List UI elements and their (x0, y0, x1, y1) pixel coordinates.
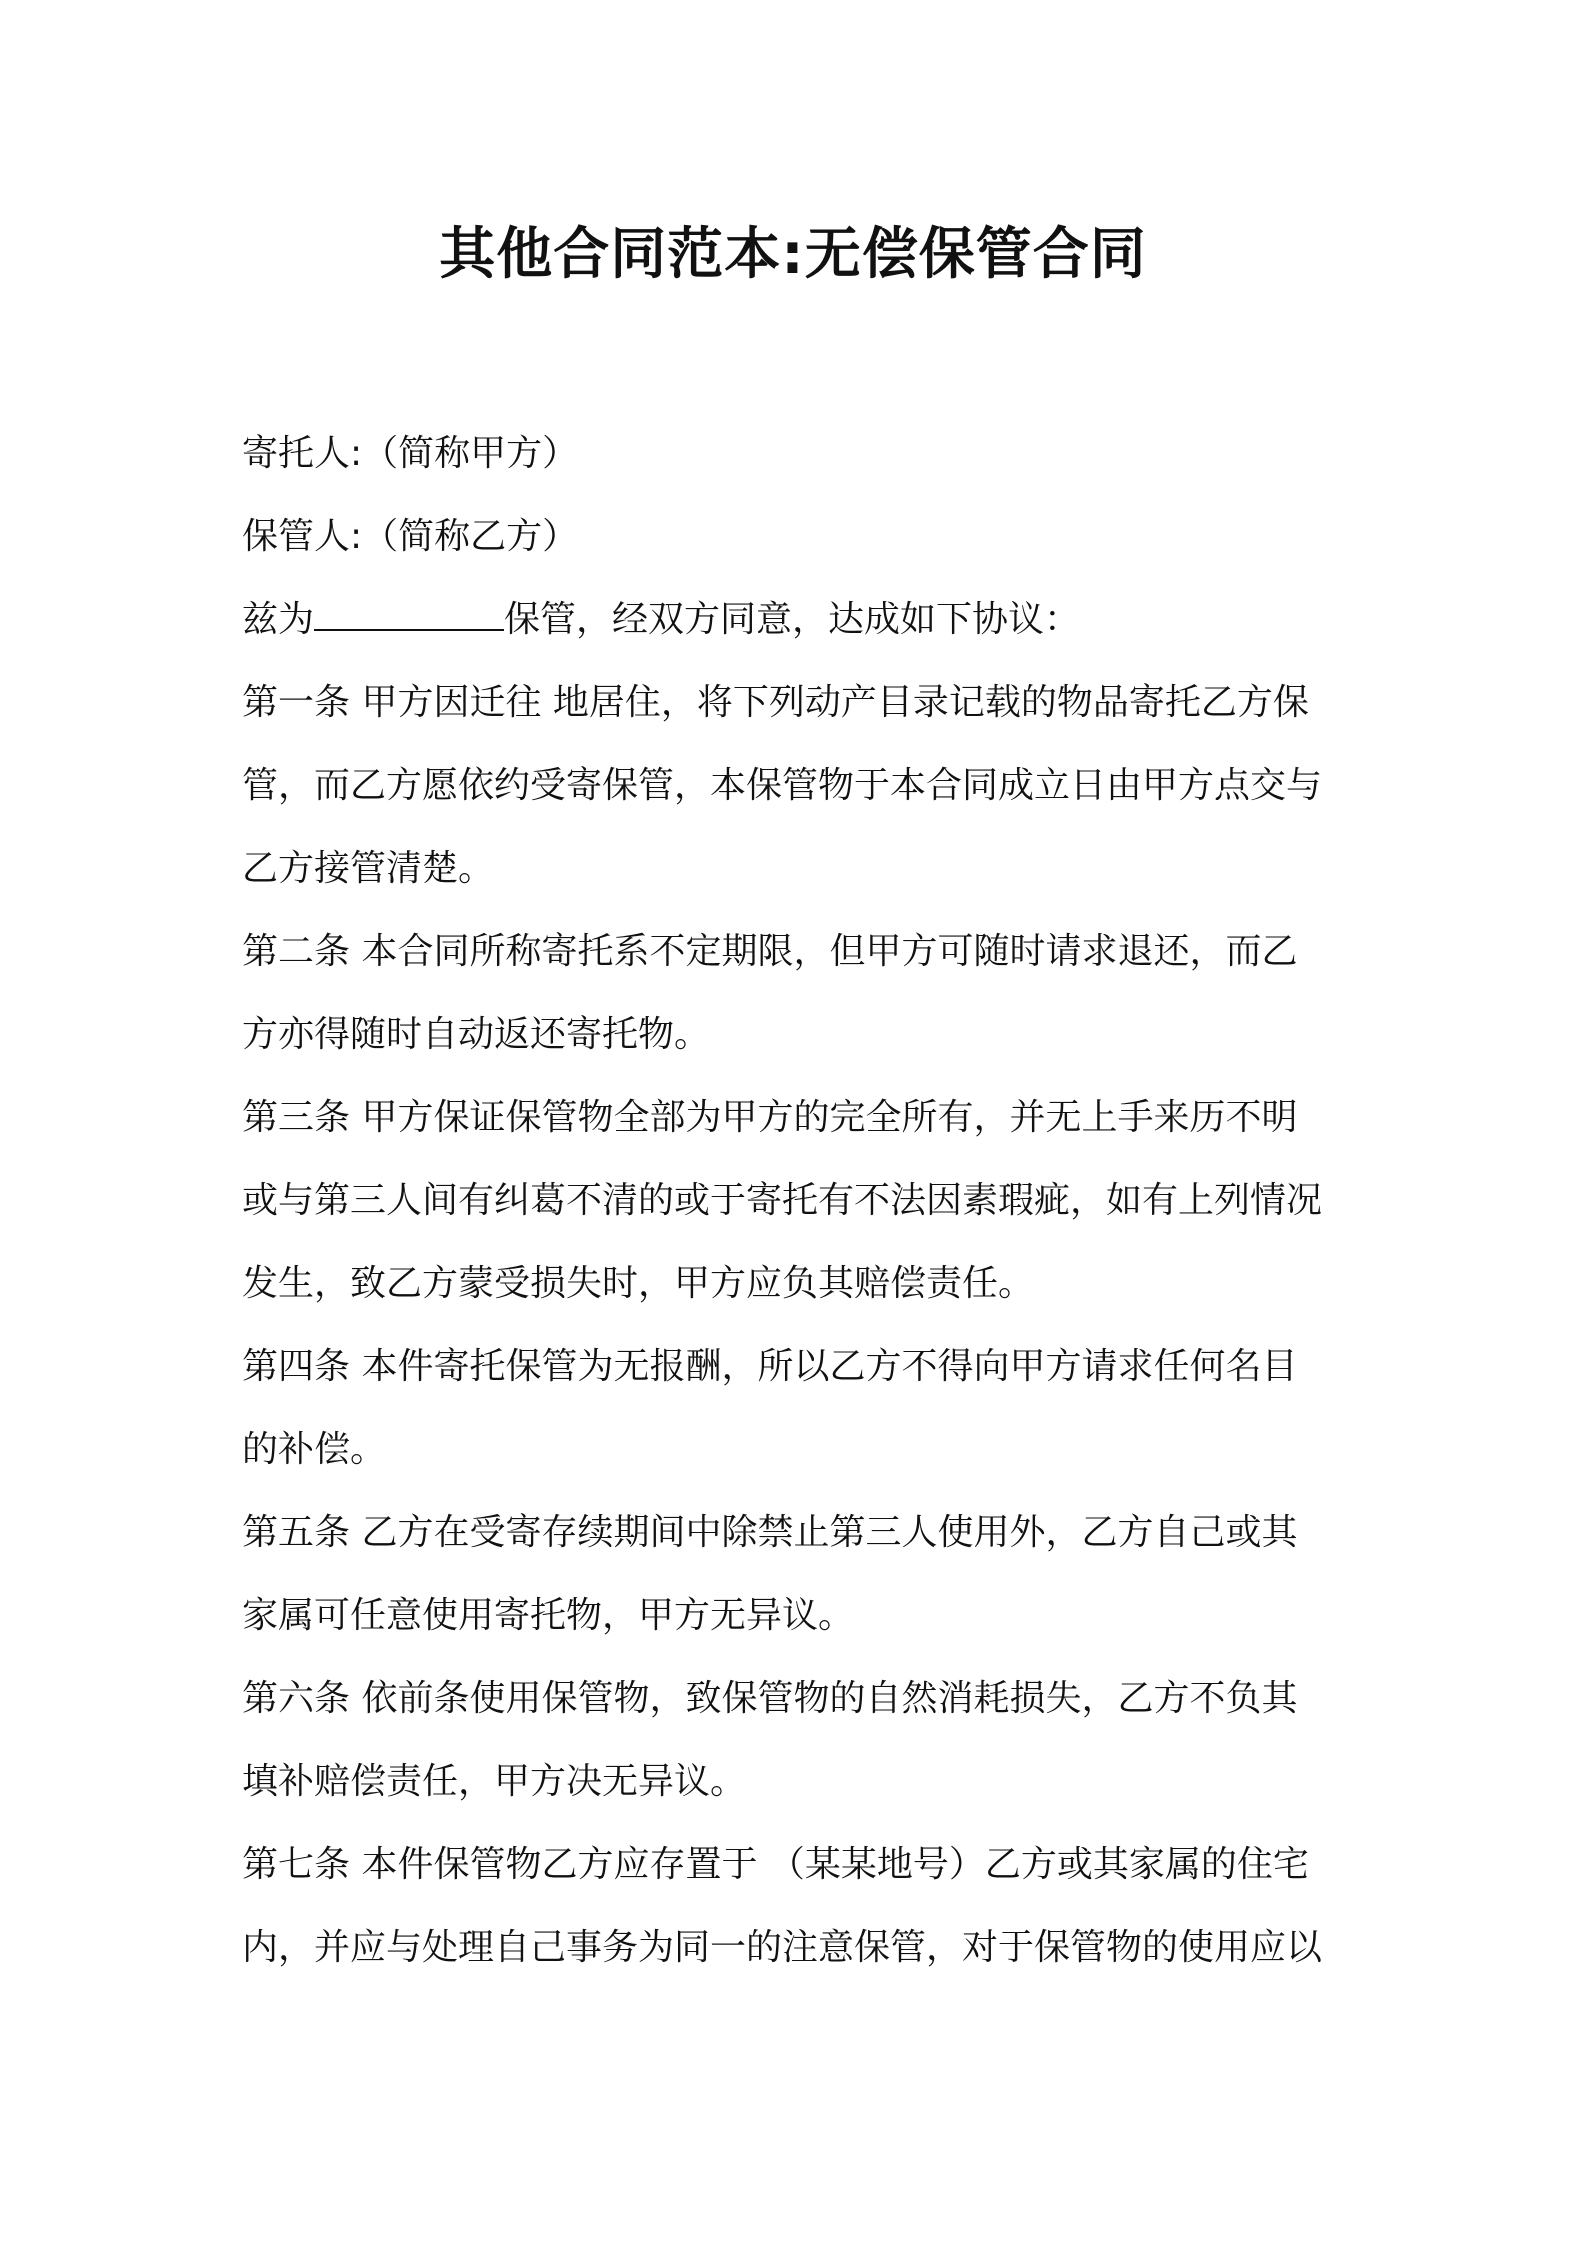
preamble-suffix: 保管，经双方同意，达成如下协议： (504, 599, 1081, 640)
article-3-line-2: 或与第三人间有纠葛不清的或于寄托有不法因素瑕疵，如有上列情况 (242, 1180, 1323, 1221)
article-5-line-2: 家属可任意使用寄托物，甲方无异议。 (242, 1595, 855, 1636)
article-4-line-1: 第四条 本件寄托保管为无报酬，所以乙方不得向甲方请求任何名目 (242, 1346, 1298, 1387)
article-3-line-1: 第三条 甲方保证保管物全部为甲方的完全所有，并无上手来历不明 (242, 1097, 1298, 1138)
preamble-prefix: 兹为 (242, 599, 315, 640)
article-1-line-3: 乙方接管清楚。 (242, 848, 495, 889)
preamble-line (242, 578, 1357, 661)
fill-in-blank (314, 599, 504, 631)
depositor-line: 寄托人:（简称甲方） (242, 433, 579, 474)
document-title: 其他合同范本:无偿保管合同 (439, 222, 1147, 287)
article-7-line-2: 内，并应与处理自己事务为同一的注意保管，对于保管物的使用应以 (242, 1927, 1323, 1968)
article-5-line-1: 第五条 乙方在受寄存续期间中除禁止第三人使用外，乙方自己或其 (242, 1512, 1298, 1553)
article-1-line-2: 管，而乙方愿依约受寄保管，本保管物于本合同成立日由甲方点交与 (242, 765, 1323, 806)
article-2-line-1: 第二条 本合同所称寄托系不定期限，但甲方可随时请求退还，而乙 (242, 931, 1298, 972)
article-7-line-1: 第七条 本件保管物乙方应存置于 （某某地号）乙方或其家属的住宅 (242, 1844, 1309, 1885)
custodian-line: 保管人:（简称乙方） (242, 516, 579, 557)
article-2-line-2: 方亦得随时自动返还寄托物。 (242, 1014, 711, 1055)
article-6-line-1: 第六条 依前条使用保管物，致保管物的自然消耗损失，乙方不负其 (242, 1678, 1298, 1719)
contract-body (242, 412, 1357, 1989)
article-4-line-2: 的补偿。 (242, 1429, 387, 1470)
article-6-line-2: 填补赔偿责任，甲方决无异议。 (242, 1761, 747, 1802)
article-3-line-3: 发生，致乙方蒙受损失时，甲方应负其赔偿责任。 (242, 1263, 1035, 1304)
article-1-line-1: 第一条 甲方因迁往 地居住，将下列动产目录记载的物品寄托乙方保 (242, 682, 1309, 723)
